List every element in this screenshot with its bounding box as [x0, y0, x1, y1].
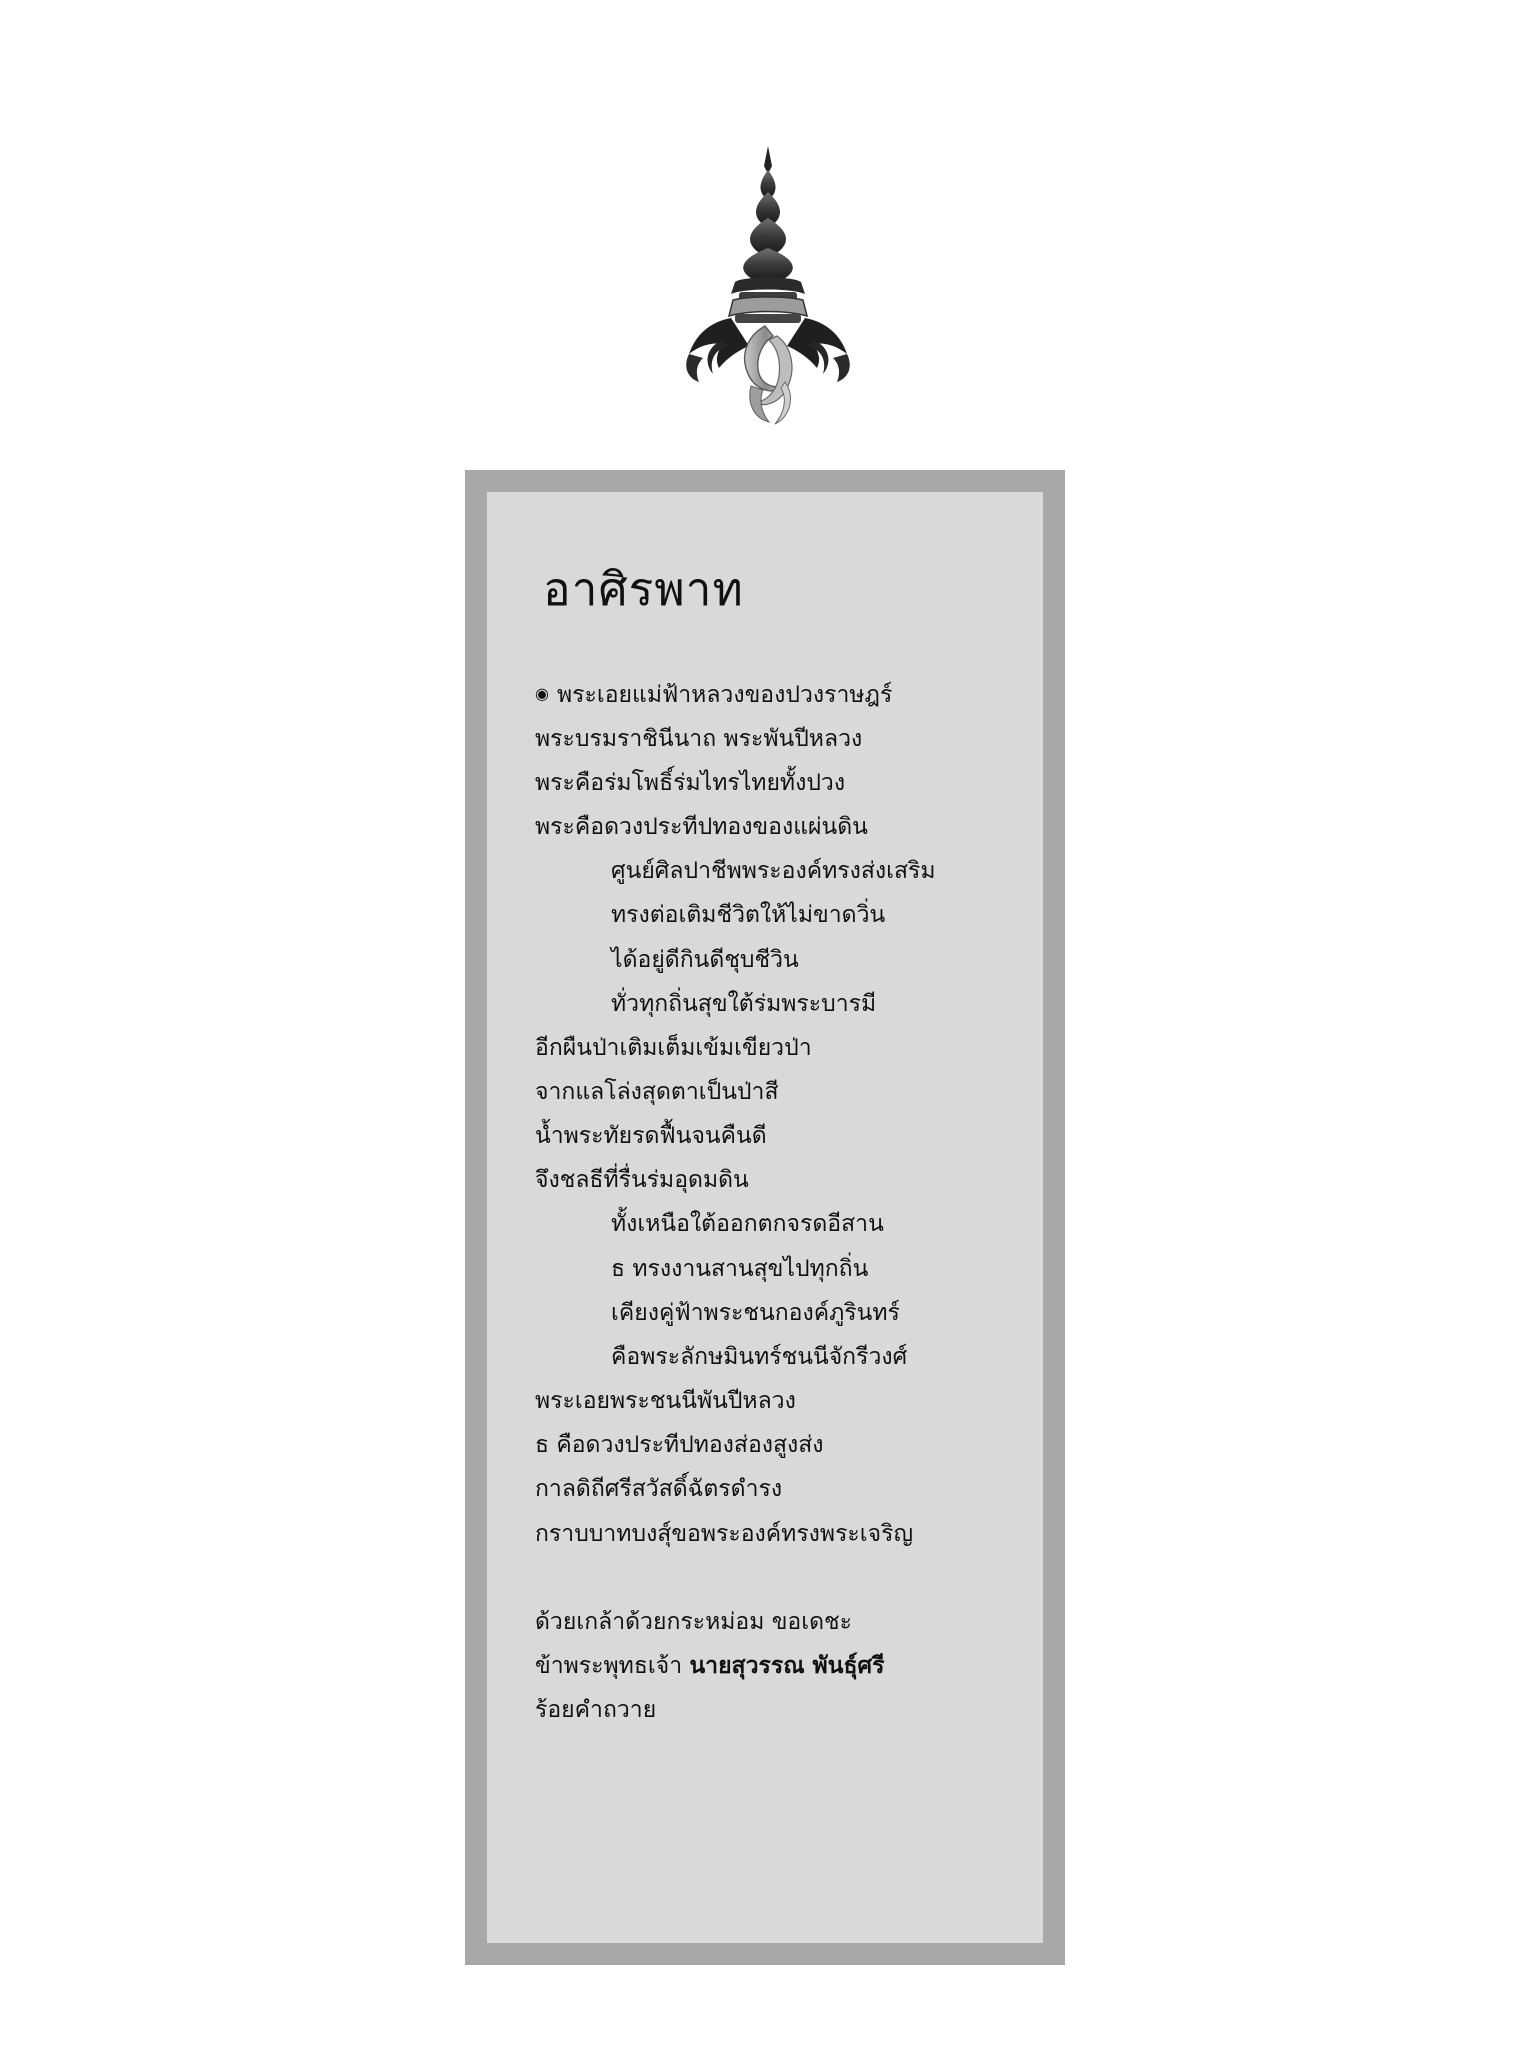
signature-role: ร้อยคำถวาย: [535, 1697, 657, 1724]
poem-line: ทรงต่อเติมชีวิตให้ไม่ขาดวิ่น: [611, 902, 886, 929]
poem-line: เคียงคู่ฟ้าพระชนกองค์ภูรินทร์: [611, 1299, 900, 1326]
thai-royal-emblem-icon: [673, 140, 863, 440]
poem-body: [535, 673, 1003, 1556]
poem-line: พระคือดวงประทีปทองของแผ่นดิน: [535, 814, 868, 841]
signature-author-name: นายสุวรรณ พันธุ์ศรี: [689, 1652, 885, 1679]
poem-line: พระเอยพระชนนีพันปีหลวง: [535, 1388, 796, 1415]
poem-line: จึงชลธีที่รื่นร่มอุดมดิน: [535, 1167, 749, 1194]
poem-line: ได้อยู่ดีกินดีชุบชีวิน: [611, 946, 799, 973]
poem-line: อีกผืนป่าเติมเต็มเข้มเขียวป่า: [535, 1034, 812, 1061]
poem-line: ◉ พระเอยแม่ฟ้าหลวงของปวงราษฎร์: [535, 673, 1003, 717]
poem-line: พระคือร่มโพธิ์ร่มไทรไทยทั้งปวง: [535, 769, 846, 796]
poem-line: คือพระลักษมินทร์ชนนีจักรีวงศ์: [611, 1343, 908, 1370]
emblem-container: [0, 140, 1536, 440]
poem-line: ทั้งเหนือใต้ออกตกจรดอีสาน: [611, 1211, 884, 1238]
poem-panel-inner: [487, 492, 1043, 1943]
poem-line: ทั่วทุกถิ่นสุขใต้ร่มพระบารมี: [611, 990, 877, 1017]
poem-line: น้ำพระทัยรดฟื้นจนคืนดี: [535, 1123, 767, 1150]
poem-line: พระบรมราชินีนาถ พระพันปีหลวง: [535, 725, 863, 752]
signature-block: [535, 1600, 1003, 1732]
signature-salutation: ด้วยเกล้าด้วยกระหม่อม ขอเดชะ: [535, 1608, 852, 1635]
poem-line: กาลดิถีศรีสวัสดิ์ฉัตรดำรง: [535, 1476, 783, 1503]
signature-author-prefix: ข้าพระพุทธเจ้า: [535, 1652, 690, 1679]
poem-line: ธ คือดวงประทีปทองส่องสูงส่ง: [535, 1432, 824, 1459]
poem-panel: [465, 470, 1065, 1965]
poem-line: กราบบาทบงสุ์ขอพระองค์ทรงพระเจริญ: [535, 1520, 914, 1547]
signature-author-line: [535, 1644, 1003, 1688]
poem-line: ศูนย์ศิลปาชีพพระองค์ทรงส่งเสริม: [611, 858, 936, 885]
spacer: [535, 1556, 1003, 1600]
poem-line: จากแลโล่งสุดตาเป็นป่าสี: [535, 1079, 779, 1105]
page-title: อาศิรพาท: [543, 562, 744, 616]
poem-line: ธ ทรงงานสานสุขไปทุกถิ่น: [611, 1255, 869, 1282]
